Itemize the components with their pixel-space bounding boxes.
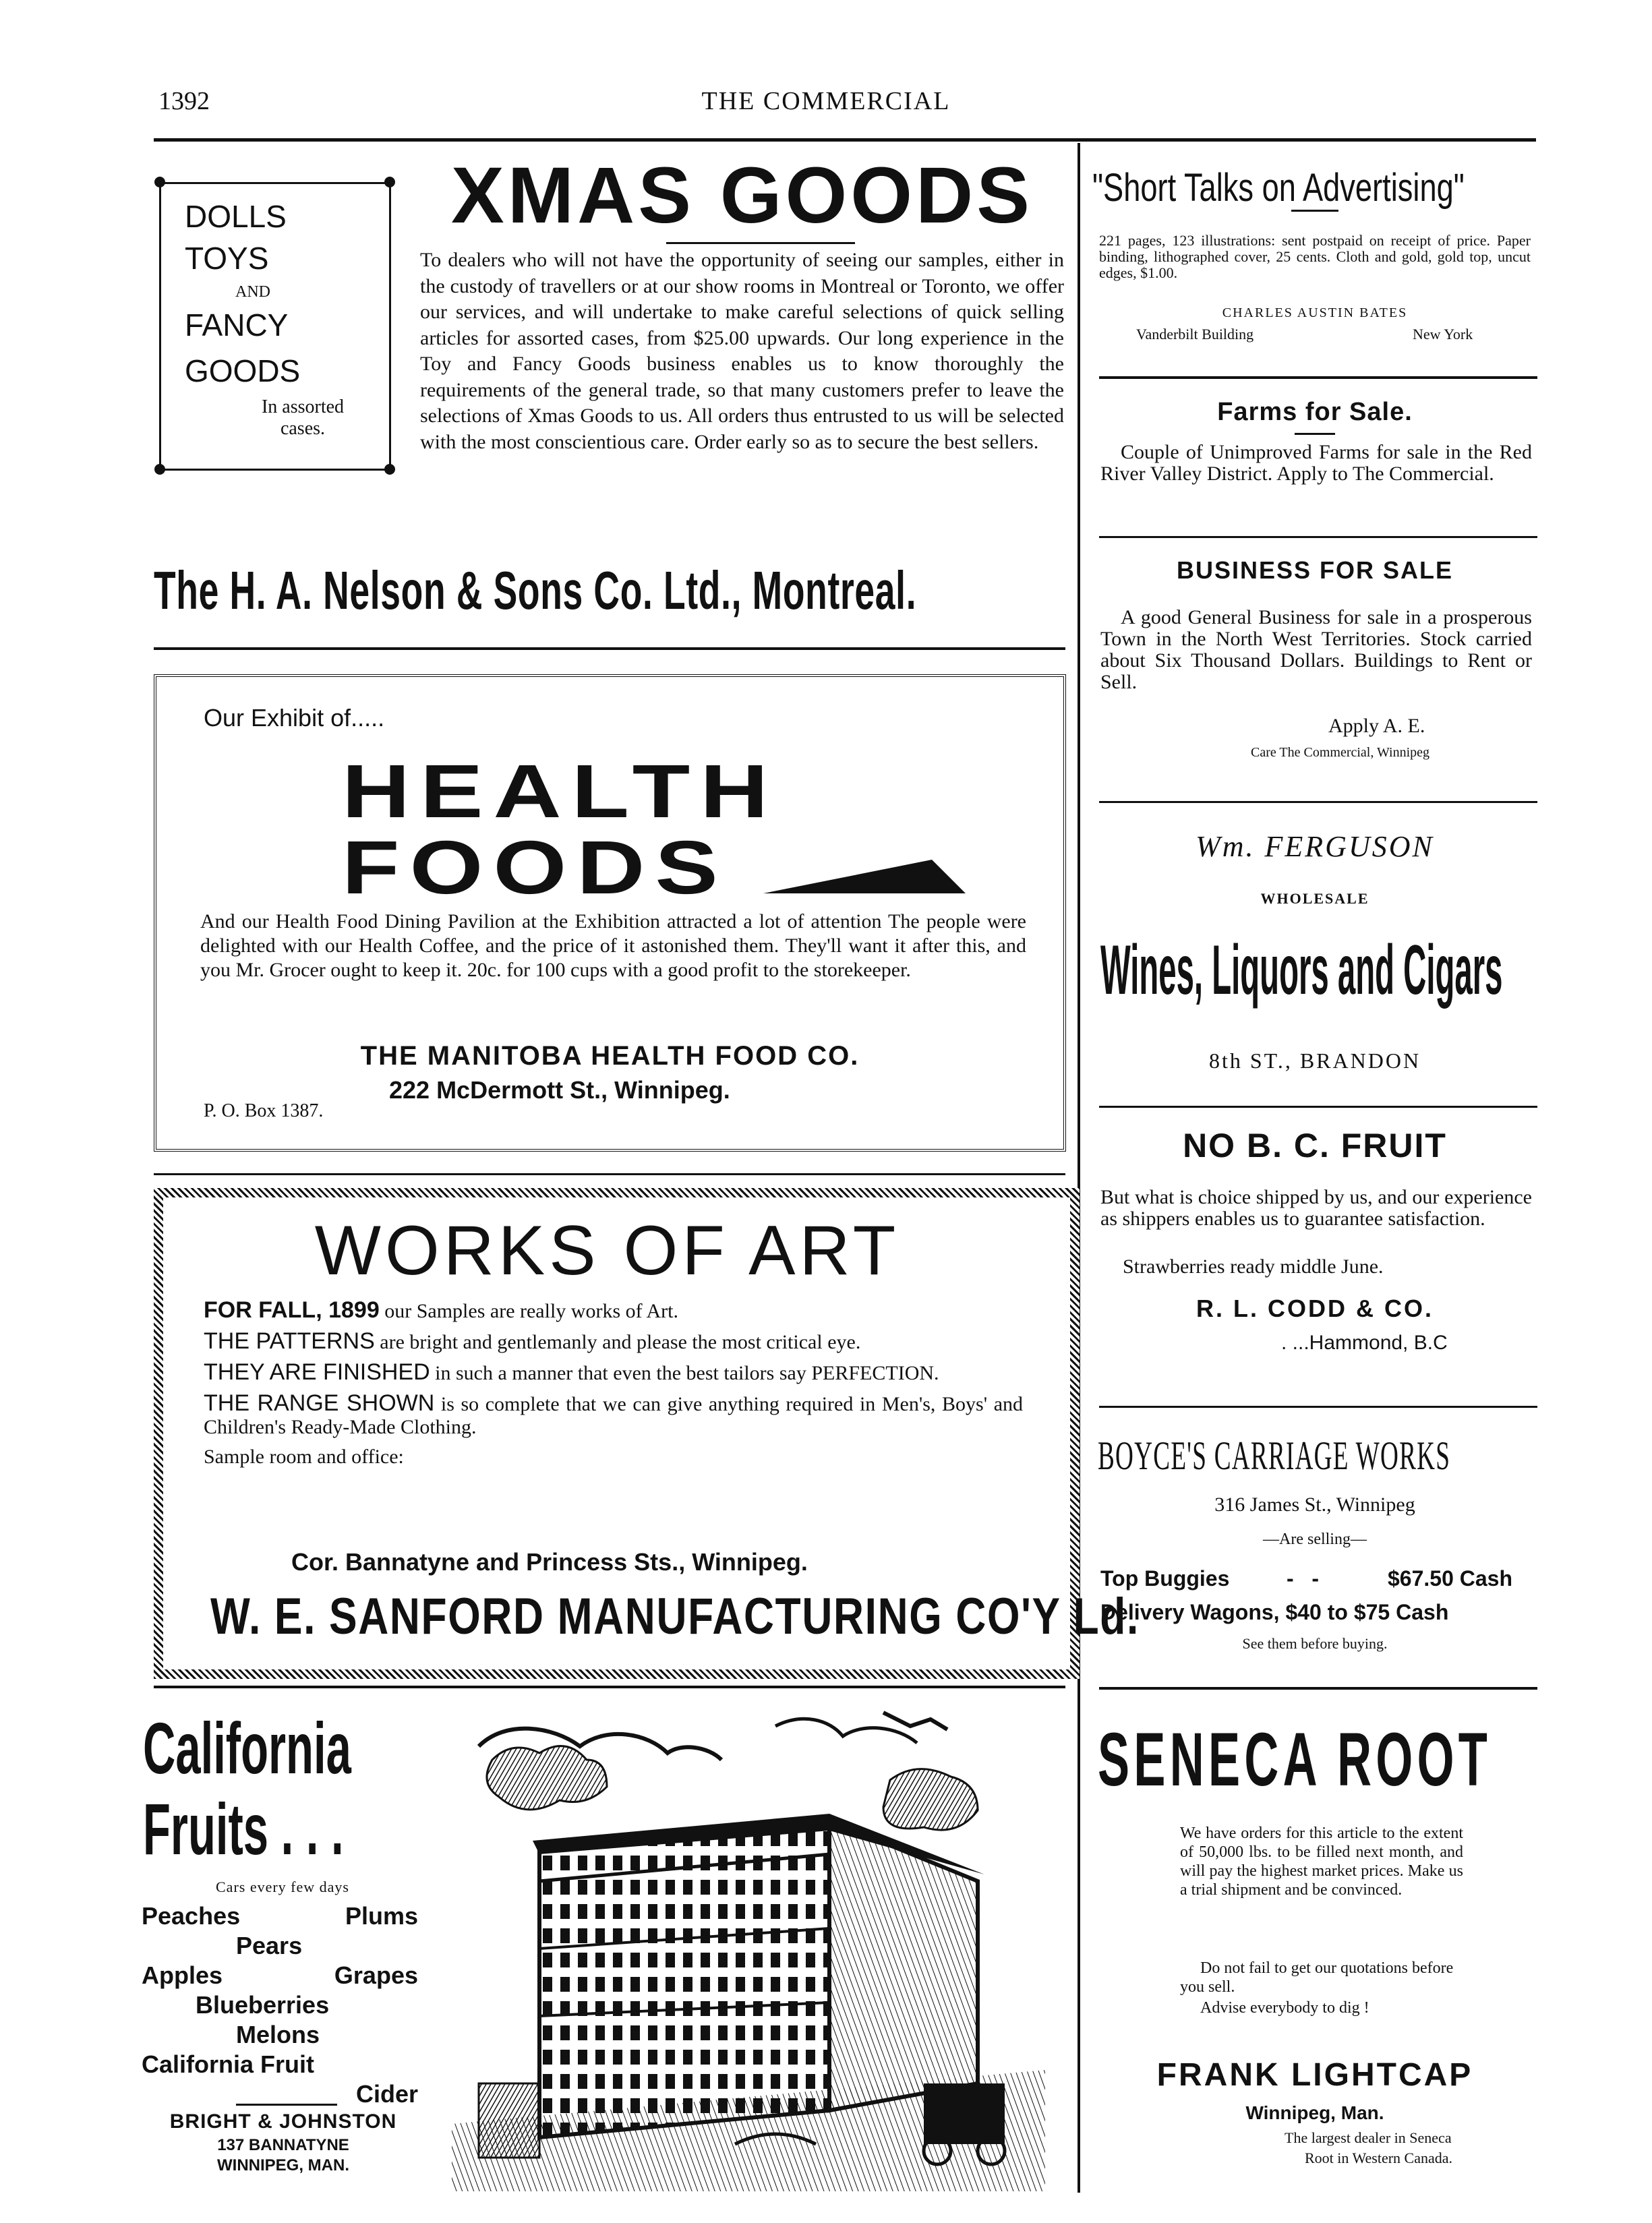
seneca-ad bbox=[1092, 1692, 1537, 2205]
xmas-box-spacer bbox=[154, 247, 420, 470]
bc-fruit-body: But what is choice shipped by us, and our experience as shippers enables us to guarantee satisfaction. bbox=[1100, 1186, 1532, 1230]
boyce-see: See them before buying. bbox=[1242, 1635, 1388, 1652]
seneca-note1: The largest dealer in Seneca bbox=[1285, 2129, 1452, 2146]
fruit-apples: Apples bbox=[142, 1961, 223, 1989]
seneca-note2: Root in Western Canada. bbox=[1305, 2150, 1453, 2166]
farms-body: Couple of Unimproved Farms for sale in the Red River Valley District. Apply to The Commercial. bbox=[1100, 441, 1532, 485]
warehouse-engraving bbox=[452, 1706, 1045, 2191]
health-word-health: HEALTH bbox=[342, 749, 779, 833]
xmas-headline: XMAS GOODS bbox=[451, 151, 1033, 240]
short-talks-ad bbox=[1092, 152, 1537, 354]
works-of-art-ad bbox=[154, 1188, 1140, 1679]
short-talks-place-a: Vanderbilt Building bbox=[1136, 326, 1254, 343]
ferguson-name: Wm. FERGUSON bbox=[1196, 830, 1434, 863]
health-company: THE MANITOBA HEALTH FOOD CO. bbox=[360, 1041, 860, 1071]
fruit-melons: Melons bbox=[236, 2021, 320, 2048]
bc-fruit-strawberries: Strawberries ready middle June. bbox=[1123, 1255, 1384, 1278]
art-line-fall-bold: FOR FALL, 1899 bbox=[204, 1297, 380, 1323]
california-subtitle: Cars every few days bbox=[216, 1878, 349, 1895]
bc-fruit-place: . ...Hammond, B.C bbox=[1281, 1332, 1448, 1354]
xmas-goods-ad bbox=[154, 152, 1064, 556]
box-line-fancy: FANCY bbox=[185, 307, 289, 343]
farms-ad bbox=[1092, 384, 1537, 519]
health-pobox: P. O. Box 1387. bbox=[204, 1100, 324, 1121]
short-talks-title: "Short Talks on Advertising" bbox=[1092, 166, 1465, 210]
health-address: 222 McDermott St., Winnipeg. bbox=[389, 1076, 730, 1104]
art-line-finished bbox=[204, 1361, 1023, 1385]
boyce-title: BOYCE'S CARRIAGE WORKS bbox=[1098, 1433, 1451, 1478]
california-street: 137 BANNATYNE bbox=[217, 2136, 349, 2154]
business-title: BUSINESS FOR SALE bbox=[1176, 556, 1454, 584]
art-line-patterns-bold: THE PATTERNS bbox=[204, 1328, 375, 1354]
short-talks-author: CHARLES AUSTIN BATES bbox=[1222, 305, 1408, 320]
box-line-cases: cases. bbox=[280, 418, 326, 439]
bc-fruit-title: NO B. C. FRUIT bbox=[1183, 1127, 1447, 1164]
boyce-ad bbox=[1092, 1413, 1537, 1669]
box-line-and: AND bbox=[235, 283, 270, 301]
seneca-advise: Advise everybody to dig ! bbox=[1200, 1999, 1369, 2017]
business-care: Care The Commercial, Winnipeg bbox=[1251, 745, 1430, 760]
boyce-item1: Top Buggies bbox=[1100, 1566, 1230, 1591]
ferguson-headline: Wines, Liquors and Cigars bbox=[1100, 931, 1503, 1009]
california-company: BRIGHT & JOHNSTON bbox=[169, 2110, 397, 2133]
boyce-address: 316 James St., Winnipeg bbox=[1214, 1493, 1415, 1516]
art-corner: Cor. Bannatyne and Princess Sts., Winnipeg. bbox=[291, 1548, 808, 1576]
art-company: W. E. SANFORD MANUFACTURING CO'Y Ld. bbox=[210, 1588, 1140, 1645]
art-sample-room: Sample room and office: bbox=[204, 1446, 404, 1468]
xmas-bottom-rule bbox=[154, 647, 1065, 650]
short-talks-body: 221 pages, 123 illustrations: sent postpaid on receipt of price. Paper binding, lithographed cover, 25 cents. Cloth and gold, gold top, uncut edges, $1.00. bbox=[1099, 232, 1531, 281]
xmas-body: To dealers who will not have the opportunity of seeing our samples, either in the custody of travellers or at our show rooms in Montreal or Toronto, we offer our services, and will undertake to make careful selections of quick selling articles for assorted cases, from $25.00 upwards. Our long experience in the Toy and Fancy Goods business enables us to know thoroughly the requirements of the general trade, so that many customers prefer to leave the selections of Xmas Goods to us. All orders thus entrusted to us will be selected with the most conscientious care. Order early so as to secure the best sellers. bbox=[420, 249, 1064, 453]
art-bottom-rule bbox=[154, 1686, 1065, 1688]
fruit-grapes: Grapes bbox=[334, 1961, 418, 1989]
seneca-fail: Do not fail to get our quotations before you sell. bbox=[1180, 1959, 1454, 1996]
art-line-fall bbox=[204, 1299, 1023, 1323]
box-line-goods: GOODS bbox=[185, 353, 301, 388]
fruit-blueberries: Blueberries bbox=[196, 1991, 330, 2019]
art-line-finished-rest: in such a manner that even the best tailors say PERFECTION. bbox=[430, 1362, 939, 1384]
art-headline: WORKS OF ART bbox=[314, 1212, 900, 1290]
fruit-pears: Pears bbox=[236, 1932, 303, 1959]
health-word-foods: FOODS bbox=[342, 825, 728, 910]
california-title: California bbox=[143, 1707, 351, 1789]
health-foods-ad bbox=[154, 674, 1066, 1152]
header-rule bbox=[154, 138, 1536, 142]
boyce-dash: - - bbox=[1287, 1566, 1319, 1591]
fruit-plums: Plums bbox=[345, 1902, 418, 1930]
art-line-fall-rest: our Samples are really works of Art. bbox=[379, 1300, 678, 1322]
seneca-city: Winnipeg, Man. bbox=[1245, 2102, 1384, 2123]
xmas-signature: The H. A. Nelson & Sons Co. Ltd., Montreal. bbox=[154, 560, 917, 620]
arrow-graphic bbox=[763, 856, 966, 896]
art-line-finished-bold: THEY ARE FINISHED bbox=[204, 1359, 430, 1385]
california-fruits-ad bbox=[135, 1706, 1065, 2191]
health-body: And our Health Food Dining Pavilion at the Exhibition attracted a lot of attention The people were delighted with our Health Coffee, and the price of it astonished them. They'll want it after this, and you Mr. Grocer ought to keep it. 20c. for 100 cups with a good profit to the storekeeper. bbox=[200, 910, 1026, 981]
boyce-item2: Delivery Wagons, $40 to $75 Cash bbox=[1100, 1600, 1449, 1624]
business-apply: Apply A. E. bbox=[1328, 715, 1425, 737]
fruit-california: California Fruit bbox=[142, 2050, 315, 2078]
health-bottom-rule bbox=[154, 1173, 1065, 1175]
art-line-range-rest: is so complete that we can give anything required in Men's, Boys' and Children's Ready-Made Clothing. bbox=[204, 1393, 1024, 1438]
health-intro: Our Exhibit of..... bbox=[204, 704, 385, 732]
box-line-toys: TOYS bbox=[185, 241, 269, 276]
ferguson-address: 8th ST., BRANDON bbox=[1208, 1048, 1421, 1073]
art-line-range bbox=[204, 1392, 1023, 1439]
fruits-title: Fruits . . . bbox=[143, 1788, 344, 1870]
art-line-range-bold: THE RANGE SHOWN bbox=[204, 1390, 435, 1416]
page-title: THE COMMERCIAL bbox=[701, 87, 951, 115]
boyce-selling: —Are selling— bbox=[1263, 1531, 1367, 1548]
seneca-body: We have orders for this article to the extent of 50,000 lbs. to be filled next month, and will pay the highest market prices. Make us a trial shipment and be convinced. bbox=[1180, 1825, 1463, 1899]
bc-fruit-ad bbox=[1092, 1113, 1537, 1382]
seneca-title: SENECA ROOT bbox=[1098, 1717, 1492, 1802]
short-talks-place-b: New York bbox=[1413, 326, 1473, 343]
bc-fruit-company: R. L. CODD & CO. bbox=[1196, 1295, 1434, 1322]
page-number: 1392 bbox=[158, 87, 210, 115]
box-line-assorted: In assorted bbox=[261, 396, 345, 417]
art-line-patterns-rest: are bright and gentlemanly and please the most critical eye. bbox=[374, 1331, 861, 1353]
box-line-dolls: DOLLS bbox=[185, 199, 287, 234]
ferguson-ad bbox=[1092, 809, 1537, 1092]
fruit-cider: Cider bbox=[355, 2080, 418, 2108]
column-divider bbox=[1078, 143, 1080, 2193]
seneca-company: FRANK LIGHTCAP bbox=[1156, 2057, 1473, 2093]
boyce-price1: $67.50 Cash bbox=[1388, 1566, 1513, 1591]
california-city: WINNIPEG, MAN. bbox=[217, 2156, 349, 2174]
ferguson-wholesale: WHOLESALE bbox=[1260, 890, 1369, 907]
business-ad bbox=[1092, 543, 1537, 779]
business-body: A good General Business for sale in a prosperous Town in the North West Territories. Stock carried about Six Thousand Dollars. Buildings to Rent or Sell. bbox=[1100, 606, 1532, 693]
fruit-peaches: Peaches bbox=[142, 1902, 241, 1930]
farms-title: Farms for Sale. bbox=[1217, 398, 1413, 426]
art-line-patterns bbox=[204, 1330, 1023, 1354]
